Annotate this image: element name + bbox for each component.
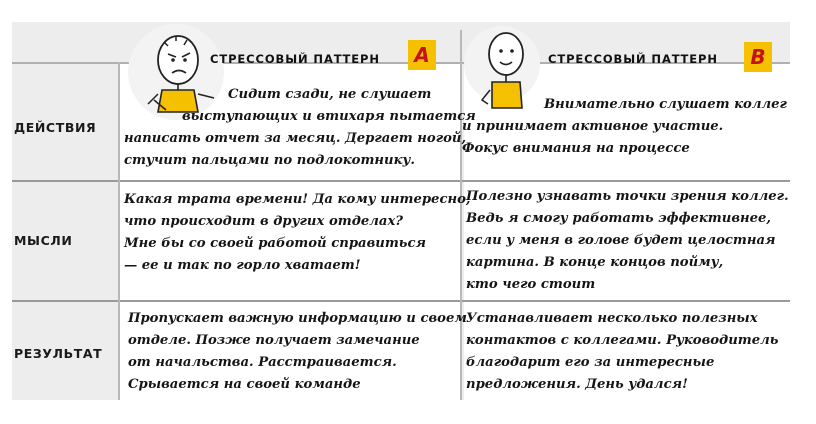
cell-thoughts-b	[466, 186, 789, 296]
cell-line: Какая трата времени! Да кому интересно,	[124, 192, 471, 207]
row-divider-1	[12, 180, 790, 182]
cell-line: контактов с коллегами. Руководитель	[466, 333, 779, 348]
cell-line: Фокус внимания на процессе	[462, 141, 690, 156]
pattern-a-title: СТРЕССОВЫЙ ПАТТЕРН	[210, 52, 380, 66]
cell-line: если у меня в голове будет целостная	[466, 233, 776, 248]
cell-actions-a	[124, 84, 476, 172]
cell-line: Мне бы со своей работой справиться	[124, 236, 427, 251]
cell-actions-b	[462, 94, 787, 160]
cell-line: написать отчет за месяц. Дергает ногой,	[124, 131, 467, 146]
cell-line: выступающих и втихаря пытается	[182, 109, 476, 124]
cell-line: и принимает активное участие.	[462, 119, 724, 134]
pattern-a-badge: A	[408, 40, 436, 70]
cell-line: отделе. Позже получает замечание	[128, 333, 420, 348]
row-divider-2	[12, 300, 790, 302]
cell-line: Пропускает важную информацию и своем	[128, 311, 467, 326]
cell-line: Устанавливает несколько полезных	[466, 311, 758, 326]
row-label-thoughts: МЫСЛИ	[14, 233, 73, 248]
cell-line: благодарит его за интересные	[466, 355, 715, 370]
row-label-actions: ДЕЙСТВИЯ	[14, 120, 97, 135]
cell-result-a	[128, 308, 467, 396]
cell-line: от начальства. Расстраивается.	[128, 355, 397, 370]
pattern-b-title: СТРЕССОВЫЙ ПАТТЕРН	[548, 52, 718, 66]
cell-line: Полезно узнавать точки зрения коллег.	[466, 189, 789, 204]
cell-line: — ее и так по горло хватает!	[124, 258, 361, 273]
cell-line: Внимательно слушает коллег	[544, 97, 787, 112]
cell-thoughts-a	[124, 189, 470, 277]
row-label-result: РЕЗУЛЬТАТ	[14, 346, 103, 361]
cell-line: предложения. День удался!	[466, 377, 688, 392]
cell-result-b	[466, 308, 779, 396]
cell-line: кто чего стоит	[466, 277, 596, 292]
cell-line: Ведь я смогу работать эффективнее,	[466, 211, 771, 226]
cell-line: стучит пальцами по подлокотнику.	[124, 153, 416, 168]
cell-line: Срывается на своей команде	[128, 377, 361, 392]
cell-line: Сидит сзади, не слушает	[228, 87, 432, 102]
cell-line: что происходит в других отделах?	[124, 214, 404, 229]
cell-line: картина. В конце концов пойму,	[466, 255, 724, 270]
pattern-b-badge: B	[744, 42, 772, 72]
